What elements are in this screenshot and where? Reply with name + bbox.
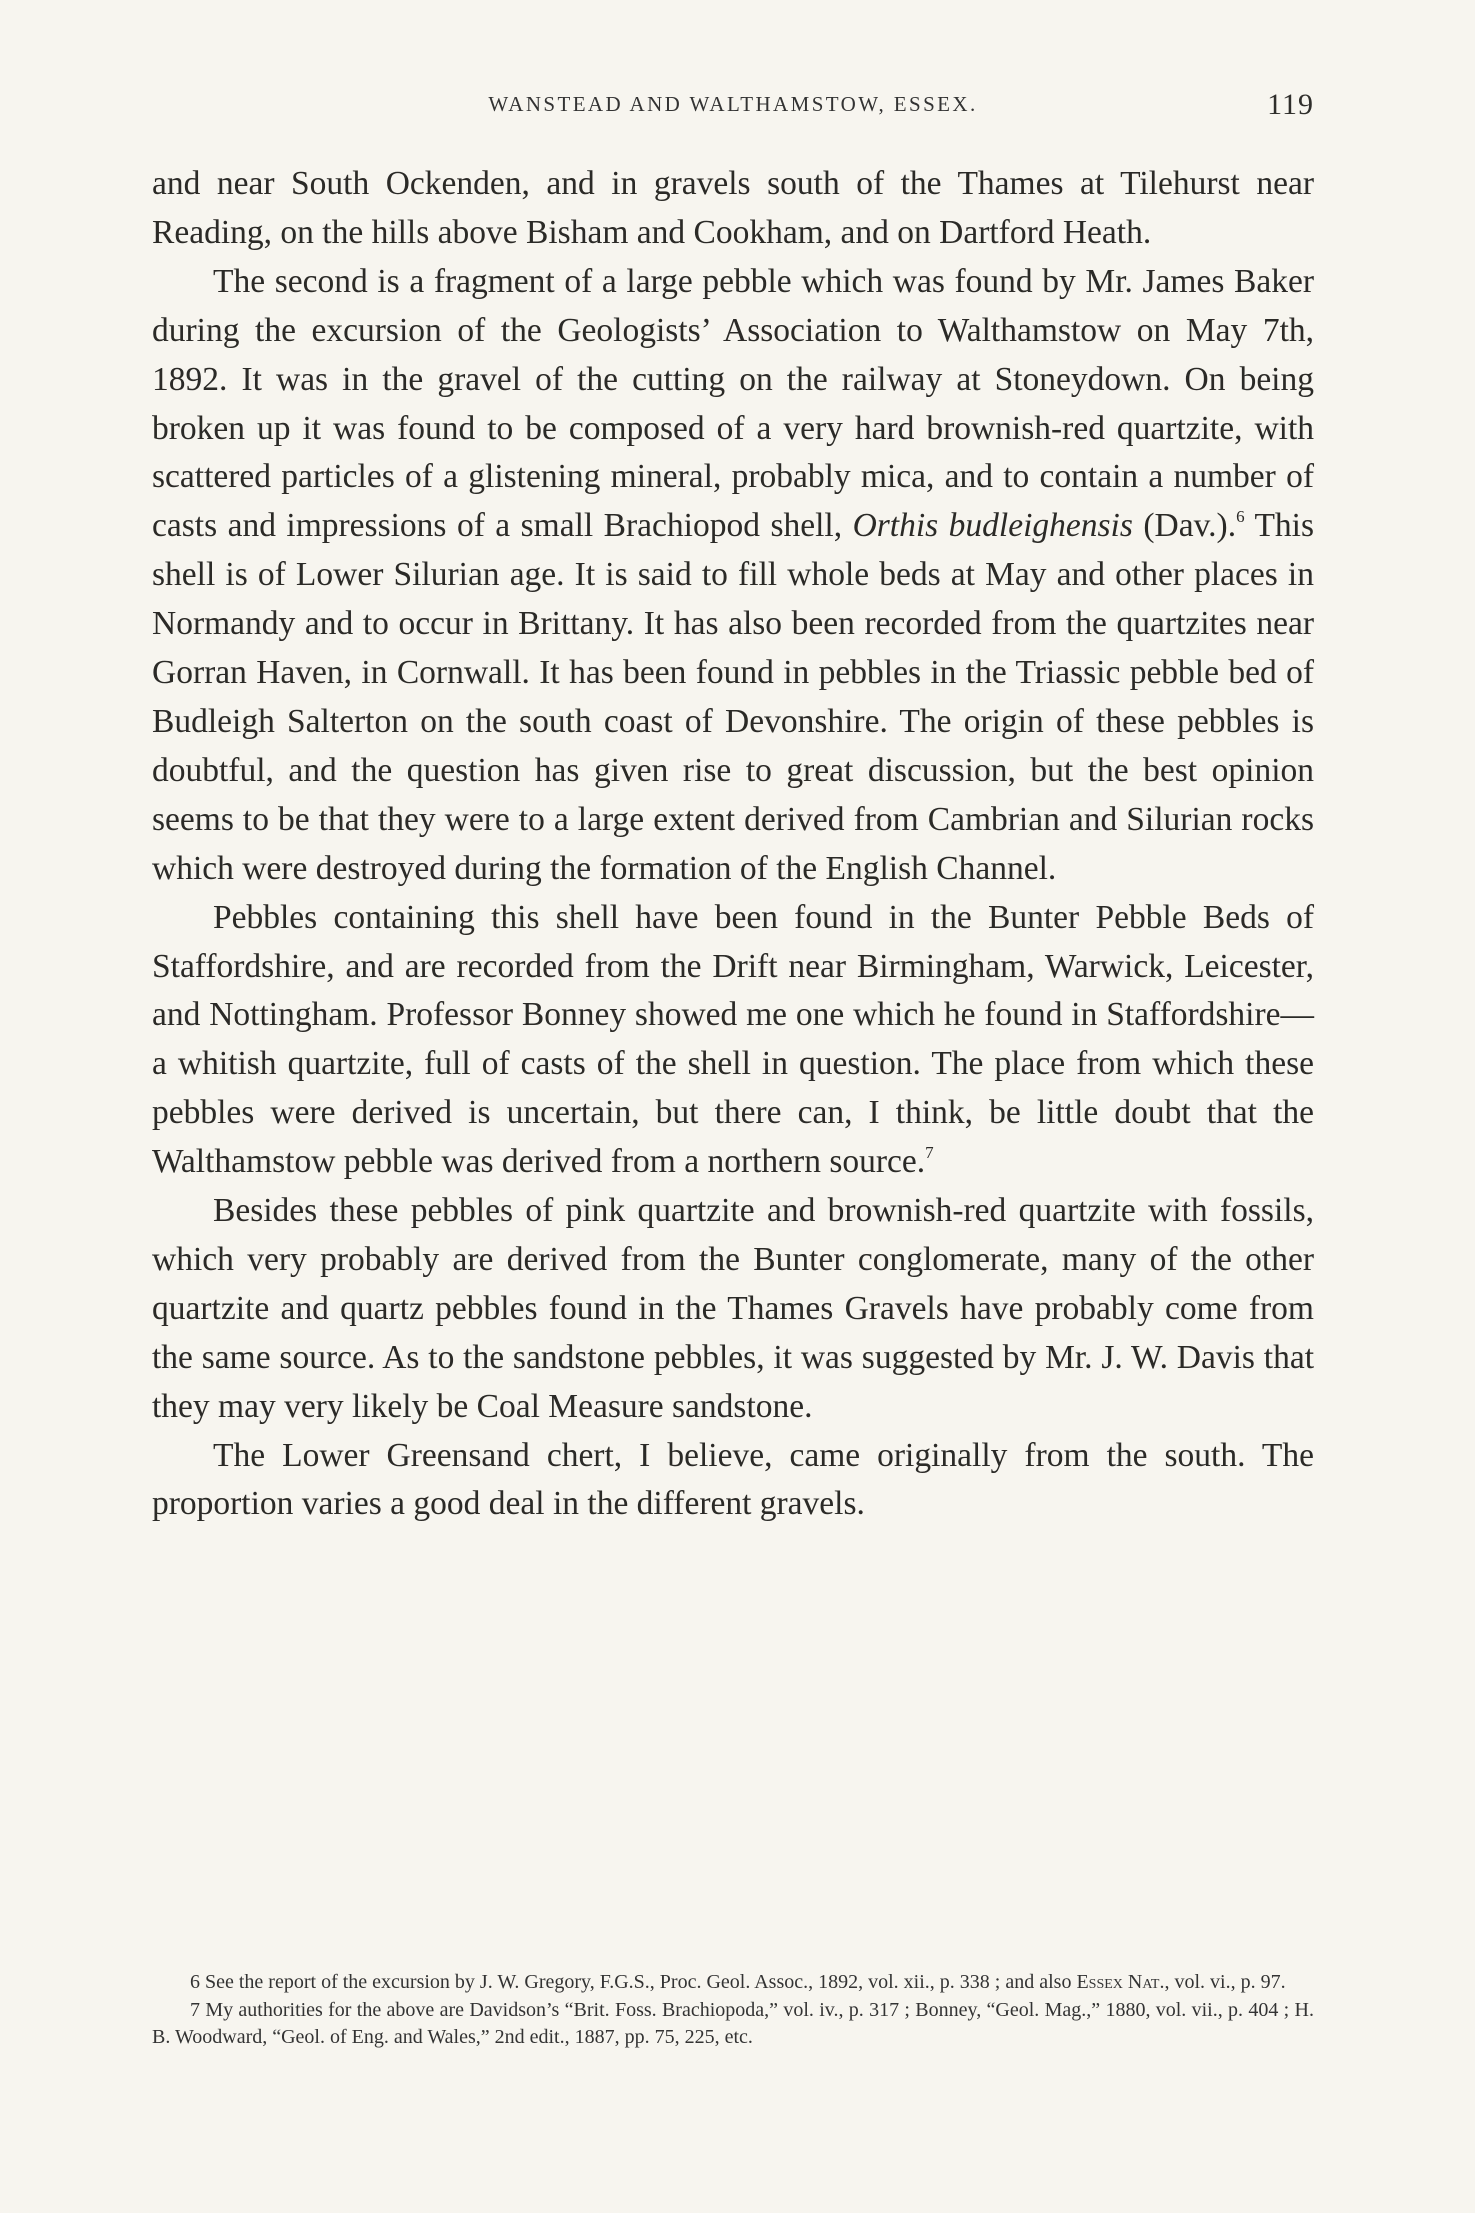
paragraph-2-text-c: This shell is of Lower Silurian age. It is said to fill whole beds at May and other places in Normandy and to occur in Brittany. It has also been recorded from the quartzites near Gorran Haven, in Cornwall. It has been found in pebbles in the Triassic pebble bed of Budleigh Salterton on the south coast of Devonshire. The origin of these pebbles is doubtful, and the question has given rise to great discussion, but the best opinion seems to be that they were to a large extent derived from Cambrian and Silurian rocks which were destroyed during the formation of the English Channel. bbox=[152, 507, 1314, 887]
paragraph-5: The Lower Greensand chert, I believe, came originally from the south. The proportion varies a good deal in the different gravels. bbox=[152, 1436, 1314, 1523]
paragraph-2-text-a: The second is a fragment of a large pebble which was found by Mr. James Baker during the excursion of the Geologists’ Association to Walthamstow on May 7th, 1892. It was in the gravel of the cutting on the railway at Stoneydown. On being broken up it was found to be composed of a very hard brownish-red quartzite, with scattered particles of a glistening mineral, probably mica, and to contain a number of casts and impressions of a small Brachiopod shell, bbox=[152, 262, 1314, 545]
footnote-ref-6: 6 bbox=[1236, 507, 1245, 527]
paragraph-2 bbox=[152, 258, 1314, 894]
footnote-6-text-a: 6 See the report of the excursion by J. W. Gregory, F.G.S., Proc. Geol. Assoc., 1892, vol. xii., p. 338 ; and also bbox=[190, 1971, 1072, 1993]
page-header bbox=[152, 88, 1314, 128]
running-title: WANSTEAD AND WALTHAMSTOW, ESSEX. bbox=[488, 92, 978, 116]
footnotes bbox=[152, 1969, 1314, 2052]
footnote-ref-7: 7 bbox=[925, 1143, 934, 1163]
footnote-6-journal: Essex Nat. bbox=[1076, 1971, 1165, 1993]
footnote-7: 7 My authorities for the above are Davidson’s “Brit. Foss. Brachiopoda,” vol. iv., p. 317 ; Bonney, “Geol. Mag.,” 1880, vol. vii., p. 404 ; H. B. Woodward, “Geol. of Eng. and Wales,” 2nd edit., 1887, pp. 75, 225, etc. bbox=[152, 1998, 1314, 2048]
paragraph-3-text: Pebbles containing this shell have been found in the Bunter Pebble Beds of Staffordshire, and are recorded from the Drift near Birmingham, Warwick, Leicester, and Nottingham. Professor Bonney showed me one which he found in Staffordshire—a whitish quartzite, full of casts of the shell in question. The place from which these pebbles were derived is uncertain, but there can, I think, be little doubt that the Walthamstow pebble was derived from a northern source. bbox=[152, 898, 1314, 1181]
paragraph-3 bbox=[152, 894, 1314, 1187]
page-number: 119 bbox=[1267, 88, 1314, 121]
footnote-6 bbox=[152, 1969, 1314, 1997]
paragraph-2-text-b: (Dav.). bbox=[1143, 507, 1237, 545]
body-text bbox=[152, 160, 1314, 1529]
paragraph-1: and near South Ockenden, and in gravels south of the Thames at Tilehurst near Reading, on the hills above Bisham and Cookham, and on Dartford Heath. bbox=[152, 165, 1314, 251]
footnote-6-text-b: , vol. vi., p. 97. bbox=[1164, 1971, 1286, 1993]
paragraph-4: Besides these pebbles of pink quartzite and brownish-red quartzite with fossils, which very probably are derived from the Bunter conglomerate, many of the other quartzite and quartz pebbles found in the Thames Gravels have probably come from the same source. As to the sandstone pebbles, it was suggested by Mr. J. W. Davis that they may very likely be Coal Measure sandstone. bbox=[152, 1192, 1314, 1425]
species-name: Orthis budleighensis bbox=[852, 507, 1133, 545]
